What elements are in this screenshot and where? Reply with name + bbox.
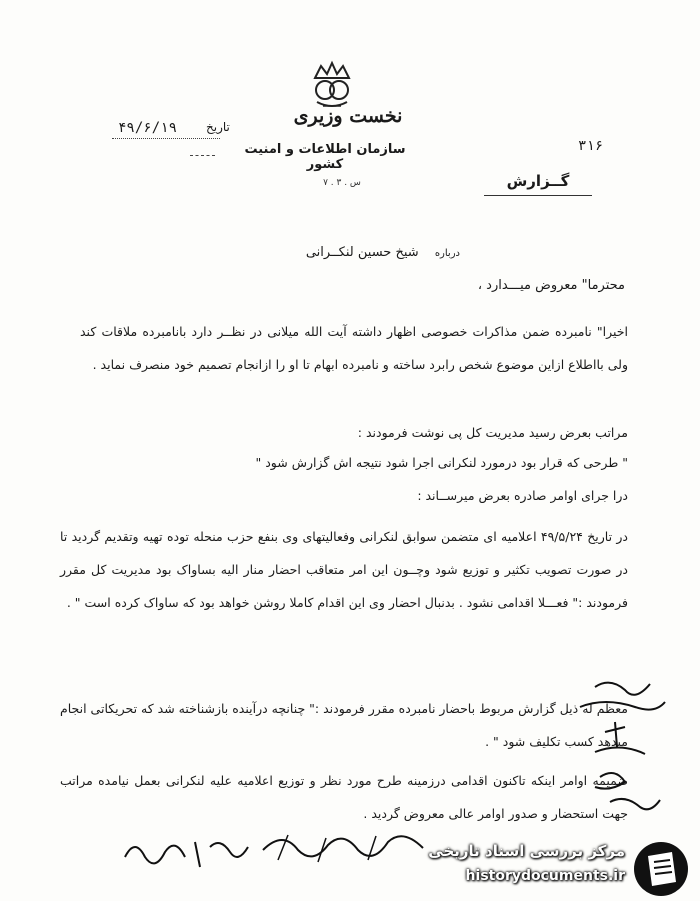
date-dash xyxy=(190,155,215,156)
paragraph-5: در تاریخ ۴۹/۵/۲۴ اعلامیه ای متضمن سوابق لنکرانی وفعالیتهای وی بنفع حزب منحله توده تهیه وتقدیم گردید تا در صورت تصویب تکثیر و توزیع شود وچــون این امر متعاقب احضار منار الیه بساواک بود مدیریت کل مقرر فرمودند :" فعـــلا اقدامی نشود . بدنبال احضار وی این اقدام کاملا روشن خواهد بود که ساواک کرده است " . xyxy=(60,529,628,610)
watermark-archive-name: مرکز بررسی اسناد تاریخی xyxy=(428,842,625,860)
document-date: ۴۹/۶/۱۹ xyxy=(118,120,178,136)
letterhead-organization: سازمان اطلاعات و امنیت کشور xyxy=(244,142,406,172)
handwritten-margin-note xyxy=(565,672,675,832)
letterhead-title: نخست وزیری xyxy=(293,105,403,127)
subject-line xyxy=(306,245,460,260)
report-underline xyxy=(484,195,592,196)
archive-logo-icon xyxy=(632,840,690,898)
paragraph-7: ضمیمه اوامر اینکه تاکنون اقدامی درزمینه طرح مورد نظر و توزیع اعلامیه علیه لنکرانی بعمل نیامده مراتب جهت استحضار و صدور اوامر عالی معروض گردید . xyxy=(60,773,628,821)
paragraph-6: معظم له ذیل گزارش مربوط باحضار نامبرده مقرر فرمودند :" چنانچه درآینده بازشناخته شد که تحریکاتی انجام میدهد کسب تکلیف شود " . xyxy=(60,701,628,749)
handwritten-signature xyxy=(258,820,428,880)
paragraph-3: " طرحی که قرار بود درمورد لنکرانی اجرا شود نتیجه اش گزارش شود " xyxy=(255,455,628,470)
document-number: ۳۱۶ xyxy=(578,138,604,154)
letterhead-subtitle: س . ۳ . ۷ xyxy=(323,178,361,188)
subject-value: شیخ حسین لنکــرانی xyxy=(305,245,419,260)
watermark-website: historydocuments.ir xyxy=(465,868,625,884)
greeting: محترما" معروض میـــدارد ، xyxy=(477,278,625,293)
subject-label: درباره xyxy=(434,248,460,259)
lion-sun-crown-emblem xyxy=(305,60,359,110)
report-title: گــزارش xyxy=(506,172,570,190)
date-underline xyxy=(112,138,220,139)
paragraph-4: درا جرای اوامر صادره بعرض میرســاند : xyxy=(417,488,628,503)
handwritten-date-initials xyxy=(120,822,255,882)
date-label: تاریخ xyxy=(206,120,230,134)
paragraph-1: اخیرا" نامبرده ضمن مذاکرات خصوصی اظهار داشته آیت الله میلانی در نظــر دارد بانامبرده ملاقات کند ولی بااطلاع ازاین موضوع شخص رابرد ساخته و نامبرده ابهام تا او را ازانجام تصمیم خود منصرف نماید . xyxy=(80,324,628,372)
paragraph-2: مراتب بعرض رسید مدیریت کل پی نوشت فرمودند : xyxy=(357,425,628,440)
